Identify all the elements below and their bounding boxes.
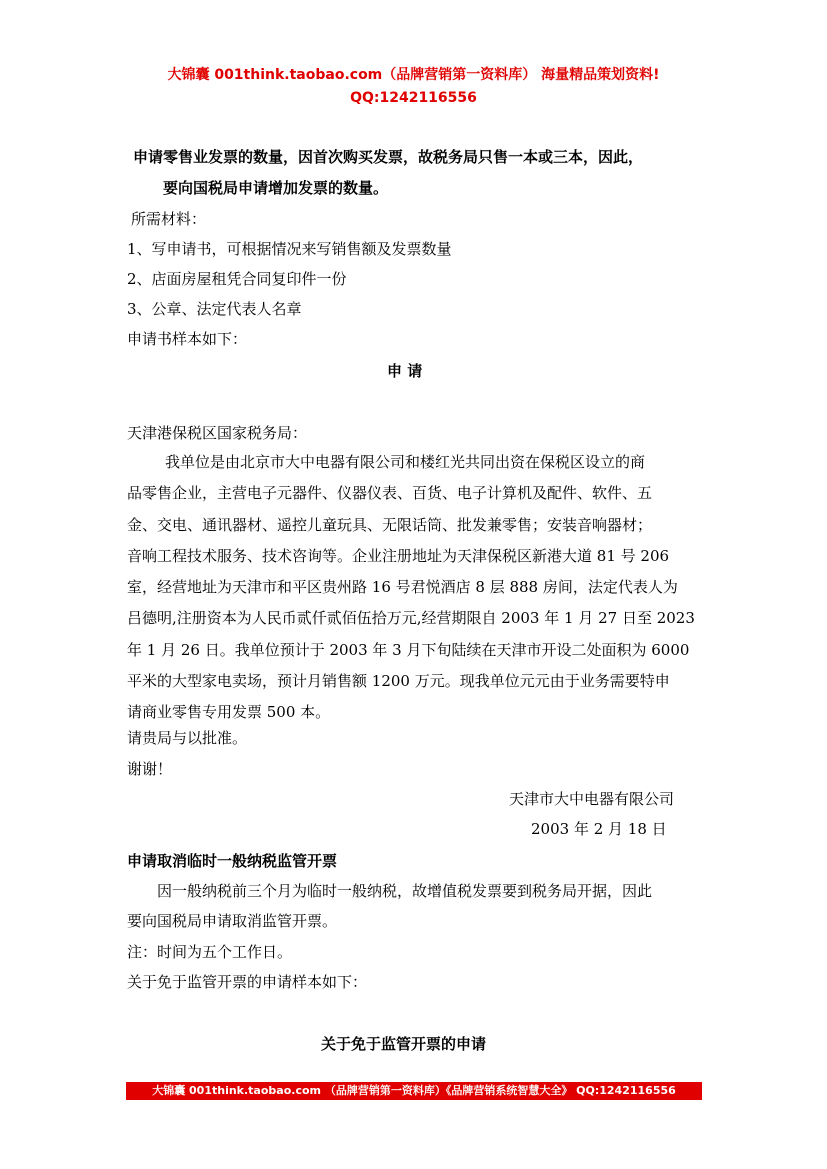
letter-body-line: 平米的大型家电卖场，预计月销售额 1200 万元。现我单位元元由于业务需要特申 bbox=[127, 672, 670, 691]
letter-body-line: 吕德明,注册资本为人民币贰仟贰佰伍拾万元,经营期限自 2003 年 1 月 27 日至 2023 bbox=[127, 609, 695, 628]
letter-body bbox=[127, 447, 715, 729]
signature-company: 天津市大中电器有限公司 bbox=[509, 790, 675, 808]
letter-addressee: 天津港保税区国家税务局： bbox=[127, 424, 308, 442]
header-banner-qq: QQ:1242116556 bbox=[350, 90, 477, 106]
material-item-2: 2、店面房屋租凭合同复印件一份 bbox=[127, 270, 347, 288]
section2-sample-label: 关于免于监管开票的申请样本如下： bbox=[127, 973, 368, 991]
letter-closing-thanks: 谢谢！ bbox=[127, 760, 173, 778]
letter-body-line: 我单位是由北京市大中电器有限公司和楼红光共同出资在保税区设立的商 bbox=[165, 453, 646, 471]
material-item-1: 1、写申请书，可根据情况来写销售额及发票数量 bbox=[127, 240, 452, 258]
section2-body-line1: 因一般纳税前三个月为临时一般纳税，故增值税发票要到税务局开据，因此 bbox=[157, 882, 653, 900]
footer-banner: 大锦囊 001think.taobao.com （品牌营销第一资料库）《品牌营销系统智慧大全》 QQ:1242116556 bbox=[126, 1082, 702, 1100]
section2-title: 申请取消临时一般纳税监管开票 bbox=[127, 852, 338, 870]
letter-body-line: 金、交电、通讯器材、遥控儿童玩具、无限话筒、批发兼零售；安装音响器材； bbox=[127, 515, 653, 534]
material-item-3: 3、公章、法定代表人名章 bbox=[127, 300, 302, 318]
letter-body-line: 品零售企业，主营电子元器件、仪器仪表、百货、电子计算机及配件、软件、五 bbox=[127, 484, 653, 503]
letter-body-line: 请商业零售专用发票 500 本。 bbox=[127, 703, 331, 722]
section1-title-line1: 申请零售业发票的数量，因首次购买发票，故税务局只售一本或三本，因此， bbox=[133, 148, 644, 166]
letter-title: 申 请 bbox=[387, 362, 423, 380]
letter-body-line: 室，经营地址为天津市和平区贵州路 16 号君悦酒店 8 层 888 房间，法定代表人为 bbox=[127, 578, 678, 597]
header-banner-line1: 大锦囊 001think.taobao.com（品牌营销第一资料库） 海量精品策划资料! bbox=[167, 67, 660, 83]
section2-note: 注：时间为五个工作日。 bbox=[127, 943, 293, 961]
section2-sample-title: 关于免于监管开票的申请 bbox=[321, 1035, 487, 1053]
section1-title-line2: 要向国税局申请增加发票的数量。 bbox=[163, 179, 389, 197]
letter-body-line: 年 1 月 26 日。我单位预计于 2003 年 3 月下旬陆续在天津市开设二处面积为 6000 bbox=[127, 640, 690, 659]
letter-body-line: 音响工程技术服务、技术咨询等。企业注册地址为天津保税区新港大道 81 号 206 bbox=[127, 546, 670, 565]
letter-closing-request: 请贵局与以批准。 bbox=[127, 729, 248, 747]
section2-body-line2: 要向国税局申请取消监管开票。 bbox=[127, 912, 338, 930]
signature-date: 2003 年 2 月 18 日 bbox=[531, 820, 667, 838]
sample-label: 申请书样本如下： bbox=[127, 330, 248, 348]
materials-label: 所需材料： bbox=[131, 210, 207, 228]
